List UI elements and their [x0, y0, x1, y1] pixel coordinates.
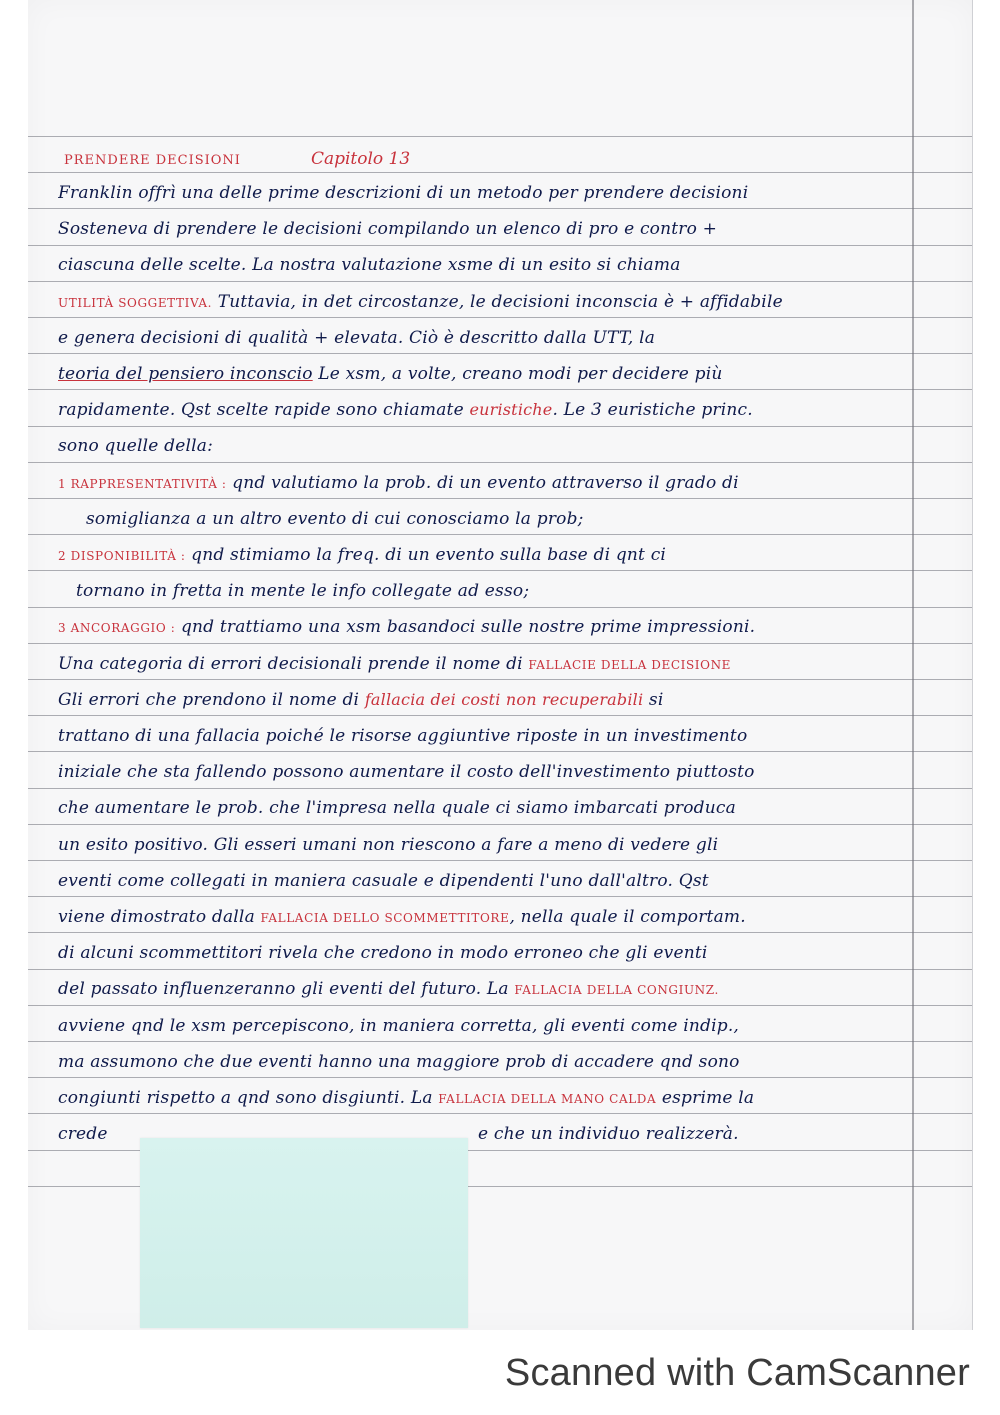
- text-fragment: Franklin offrì una delle prime descrizioni di un metodo per prendere decisioni: [58, 183, 749, 203]
- highlighted-term: euristiche: [469, 400, 553, 420]
- ruled-line: [28, 462, 972, 463]
- text-line: [58, 540, 943, 570]
- text-line: [58, 1083, 943, 1113]
- heading-chapter: Capitolo 13: [310, 149, 411, 169]
- ruled-line: [28, 1113, 972, 1114]
- text-line: [58, 938, 943, 968]
- text-fragment: qnd stimiamo la freq. di un evento sulla base di qnt ci: [185, 545, 667, 565]
- highlighted-term: 1 RAPPRESENTATIVITÀ :: [58, 476, 227, 491]
- ruled-line: [28, 570, 972, 571]
- text-fragment: di alcuni scommettitori rivela che credono in modo erroneo che gli eventi: [58, 943, 708, 964]
- highlighted-term: FALLACIA DELLO SCOMMETTITORE: [260, 911, 510, 925]
- text-line: [58, 902, 943, 932]
- ruled-line: [28, 245, 972, 246]
- page-heading: [64, 144, 410, 174]
- ruled-line: [28, 208, 972, 209]
- text-line: [76, 576, 961, 606]
- text-fragment: e che un individuo realizzerà.: [478, 1124, 739, 1145]
- text-fragment: sono quelle della:: [58, 436, 214, 457]
- text-fragment: che aumentare le prob. che l'impresa nella quale ci siamo imbarcati produca: [58, 798, 736, 819]
- text-fragment: . Le 3 euristiche princ.: [552, 400, 753, 421]
- highlighted-term: UTILITÀ SOGGETTIVA.: [58, 295, 213, 310]
- ruled-line: [28, 860, 972, 861]
- text-fragment: ciascuna delle scelte. La nostra valutazione xsme di un esito si chiama: [58, 255, 681, 276]
- text-fragment: qnd trattiamo una xsm basandoci sulle nostre prime impressioni.: [175, 617, 756, 638]
- text-fragment: Gli errori che prendono il nome di: [58, 689, 365, 710]
- ruled-line: [28, 969, 972, 970]
- ruled-line: [28, 896, 972, 897]
- text-fragment: Tuttavia, in det circostanze, le decisioni inconscia è + affidabile: [212, 291, 783, 312]
- text-fragment: eventi come collegati in maniera casuale e dipendenti l'uno dall'altro. Qst: [58, 870, 709, 891]
- ruled-line: [28, 1041, 972, 1042]
- highlighted-term: FALLACIE DELLA DECISIONE: [528, 657, 732, 672]
- text-fragment: si: [643, 689, 664, 710]
- highlighted-term: fallacia dei costi non recuperabili: [364, 689, 644, 709]
- text-fragment: e genera decisioni di qualità + elevata. Ciò è descritto dalla UTT, la: [58, 327, 656, 348]
- text-fragment: qnd valutiamo la prob. di un evento attraverso il grado di: [226, 472, 739, 493]
- ruled-line: [28, 534, 972, 535]
- text-line: [58, 214, 943, 244]
- ruled-line: [28, 643, 972, 644]
- highlighted-term: teoria del pensiero inconscio: [58, 364, 313, 384]
- text-line: [58, 250, 943, 280]
- text-line: [58, 649, 943, 679]
- text-fragment: Le xsm, a volte, creano modi per decidere più: [312, 364, 723, 384]
- text-line: [58, 757, 943, 787]
- text-line: [58, 830, 943, 860]
- highlighted-term: 3 ANCORAGGIO :: [58, 621, 176, 636]
- ruled-line: [28, 788, 972, 789]
- ruled-line: [28, 824, 972, 825]
- text-line: [58, 793, 943, 823]
- text-fragment: un esito positivo. Gli esseri umani non riescono a fare a meno di vedere gli: [58, 834, 719, 855]
- text-line: [86, 504, 971, 534]
- ruled-line: [28, 679, 972, 680]
- text-line: [58, 1011, 943, 1041]
- text-line: [58, 395, 943, 425]
- text-line: [58, 323, 943, 353]
- ruled-line: [28, 715, 972, 716]
- text-fragment: rapidamente. Qst scelte rapide sono chiamate: [58, 400, 470, 421]
- text-line: [58, 1047, 943, 1077]
- text-fragment: Sosteneva di prendere le decisioni compilando un elenco di pro e contro +: [58, 219, 718, 240]
- text-line: [58, 431, 943, 461]
- text-line: [58, 287, 943, 317]
- ruled-line: [28, 136, 972, 137]
- text-fragment: trattano di una fallacia poiché le risorse aggiuntive riposte in un investimento: [58, 726, 748, 746]
- ruled-line: [28, 317, 972, 318]
- text-line: [58, 866, 943, 896]
- ruled-line: [28, 607, 972, 608]
- ruled-line: [28, 751, 972, 752]
- sticky-note: [140, 1138, 468, 1328]
- text-line: [58, 612, 943, 642]
- text-fragment: iniziale che sta fallendo possono aumentare il costo dell'investimento piuttosto: [58, 762, 755, 783]
- text-fragment: viene dimostrato dalla: [58, 907, 261, 927]
- text-fragment: esprime la: [656, 1088, 755, 1108]
- text-fragment: del passato influenzeranno gli eventi del futuro. La: [58, 979, 515, 1000]
- highlighted-term: FALLACIA DELLA MANO CALDA: [438, 1092, 657, 1106]
- text-line: [58, 359, 943, 389]
- text-fragment: congiunti rispetto a qnd sono disgiunti. La: [58, 1088, 439, 1108]
- ruled-line: [28, 389, 972, 390]
- highlighted-term: 2 DISPONIBILITÀ :: [58, 549, 186, 563]
- ruled-line: [28, 1005, 972, 1006]
- highlighted-term: FALLACIA DELLA CONGIUNZ.: [514, 983, 719, 998]
- text-fragment: ma assumono che due eventi hanno una maggiore prob di accadere qnd sono: [58, 1051, 740, 1072]
- text-fragment: , nella quale il comportam.: [509, 907, 746, 927]
- ruled-line: [28, 353, 972, 354]
- text-fragment: avviene qnd le xsm percepiscono, in maniera corretta, gli eventi come indip.,: [58, 1015, 740, 1036]
- text-line: [58, 178, 943, 208]
- text-fragment: tornano in fretta in mente le info collegate ad esso;: [76, 581, 530, 602]
- ruled-line: [28, 498, 972, 499]
- ruled-line: [28, 1077, 972, 1078]
- notebook-page: [28, 0, 973, 1330]
- text-line: [58, 468, 943, 498]
- scanner-watermark: Scanned with CamScanner: [504, 1352, 970, 1394]
- text-line: [58, 721, 943, 751]
- text-fragment: crede: [58, 1124, 108, 1145]
- text-line: [58, 974, 943, 1004]
- ruled-line: [28, 426, 972, 427]
- ruled-line: [28, 281, 972, 282]
- ruled-line: [28, 932, 972, 933]
- text-line: [58, 685, 943, 715]
- text-fragment: somiglianza a un altro evento di cui conosciamo la prob;: [86, 508, 584, 529]
- heading-title: PRENDERE DECISIONI: [64, 153, 241, 168]
- text-fragment: Una categoria di errori decisionali prende il nome di: [58, 653, 529, 674]
